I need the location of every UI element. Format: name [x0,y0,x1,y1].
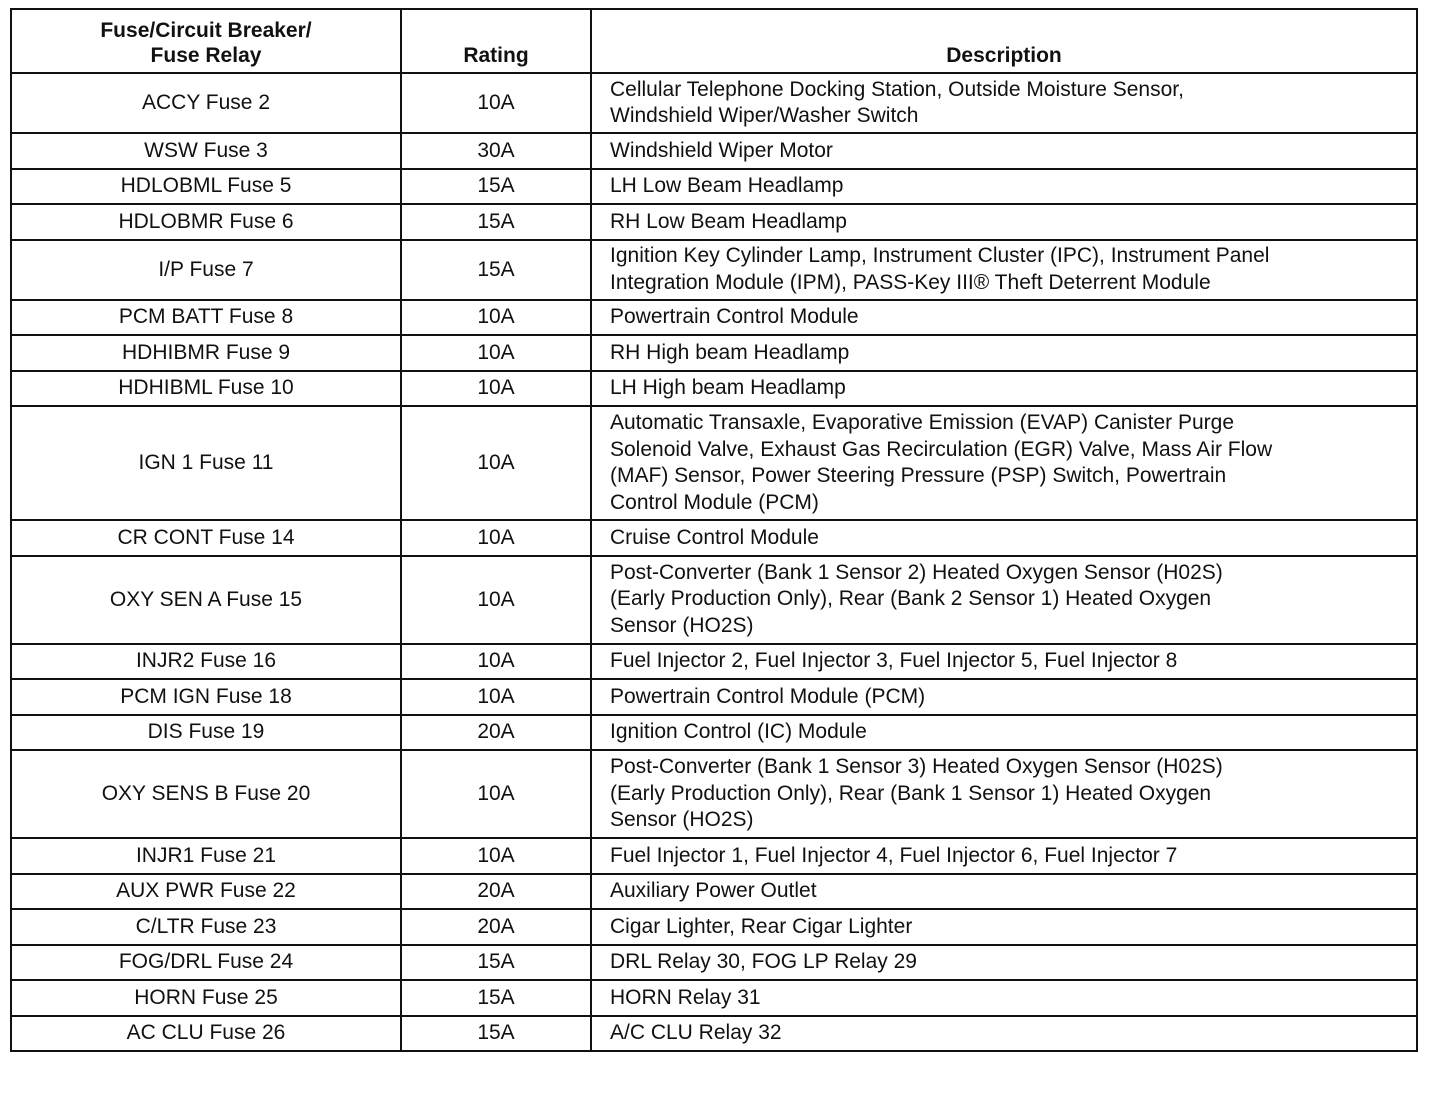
description-cell [591,1016,1417,1052]
description-line: Windshield Wiper Motor [610,138,833,162]
description-line: Control Module (PCM) [610,490,819,514]
table-row [11,750,1417,838]
table-row [11,73,1417,133]
rating-cell: 20A [401,715,591,751]
description-line: Cigar Lighter, Rear Cigar Lighter [610,914,913,938]
description-line: RH High beam Headlamp [610,340,850,364]
table-row [11,1016,1417,1052]
fuse-name-cell: IGN 1 Fuse 11 [11,406,401,520]
description-line: Post-Converter (Bank 1 Sensor 3) Heated Oxygen Sensor (H02S) [610,755,1223,779]
rating-cell: 10A [401,838,591,874]
description-line: LH Low Beam Headlamp [610,174,844,197]
description-line: RH Low Beam Headlamp [610,209,847,233]
description-line: Ignition Control (IC) Module [610,720,867,743]
description-cell [591,300,1417,336]
rating-cell: 15A [401,204,591,240]
rating-cell: 20A [401,909,591,945]
fuse-name-cell: WSW Fuse 3 [11,133,401,169]
description-line: (MAF) Sensor, Power Steering Pressure (PSP) Switch, Powertrain [610,464,1227,487]
description-cell [591,73,1417,133]
header-description: Description [591,9,1417,73]
fuse-name-cell: OXY SENS B Fuse 20 [11,750,401,838]
rating-cell: 10A [401,750,591,838]
rating-cell: 10A [401,300,591,336]
fuse-name-cell: AC CLU Fuse 26 [11,1016,401,1052]
description-line: Cellular Telephone Docking Station, Outside Moisture Sensor, [610,77,1184,101]
description-cell [591,371,1417,407]
fuse-name-cell: DIS Fuse 19 [11,715,401,751]
description-line: Powertrain Control Module (PCM) [610,684,926,708]
fuse-name-cell: HDHIBMR Fuse 9 [11,335,401,371]
rating-cell: 10A [401,406,591,520]
description-cell [591,715,1417,751]
description-cell [591,204,1417,240]
fuse-name-cell: CR CONT Fuse 14 [11,520,401,556]
description-line: DRL Relay 30, FOG LP Relay 29 [610,950,917,973]
description-cell [591,945,1417,981]
description-line: Powertrain Control Module [610,305,859,328]
header-fuse [11,9,401,73]
description-line: Cruise Control Module [610,525,819,549]
description-line: Sensor (HO2S) [610,613,754,637]
table-row [11,644,1417,680]
table-row [11,909,1417,945]
fuse-name-cell: FOG/DRL Fuse 24 [11,945,401,981]
rating-cell: 10A [401,371,591,407]
fuse-table [10,8,1418,1052]
fuse-name-cell: HDHIBML Fuse 10 [11,371,401,407]
description-line: Auxiliary Power Outlet [610,879,817,902]
fuse-name-cell: AUX PWR Fuse 22 [11,874,401,910]
rating-cell: 10A [401,520,591,556]
description-line: Solenoid Valve, Exhaust Gas Recirculation (EGR) Valve, Mass Air Flow [610,437,1273,461]
header-fuse-line2: Fuse Relay [150,44,262,67]
rating-cell: 10A [401,679,591,715]
table-row [11,240,1417,300]
table-row [11,715,1417,751]
description-line: A/C CLU Relay 32 [610,1021,782,1044]
table-row [11,406,1417,520]
rating-cell: 10A [401,644,591,680]
rating-cell: 10A [401,73,591,133]
rating-cell: 30A [401,133,591,169]
rating-cell: 15A [401,980,591,1016]
description-line: Fuel Injector 1, Fuel Injector 4, Fuel Injector 6, Fuel Injector 7 [610,843,1178,867]
table-row [11,520,1417,556]
description-cell [591,133,1417,169]
table-row [11,679,1417,715]
table-row [11,371,1417,407]
header-rating: Rating [401,9,591,73]
fuse-name-cell: I/P Fuse 7 [11,240,401,300]
header-fuse-line1: Fuse/Circuit Breaker/ [100,19,312,42]
rating-cell: 15A [401,169,591,205]
description-line: Fuel Injector 2, Fuel Injector 3, Fuel Injector 5, Fuel Injector 8 [610,649,1178,672]
table-row [11,838,1417,874]
table-header [11,9,1417,73]
description-cell [591,750,1417,838]
description-cell [591,838,1417,874]
rating-cell: 10A [401,556,591,644]
rating-cell: 20A [401,874,591,910]
table-row [11,300,1417,336]
table-row [11,335,1417,371]
description-cell [591,335,1417,371]
fuse-name-cell: HDLOBML Fuse 5 [11,169,401,205]
table-body [11,73,1417,1051]
description-line: HORN Relay 31 [610,985,761,1009]
fuse-name-cell: HDLOBMR Fuse 6 [11,204,401,240]
fuse-name-cell: PCM IGN Fuse 18 [11,679,401,715]
description-line: (Early Production Only), Rear (Bank 1 Sensor 1) Heated Oxygen [610,781,1212,805]
description-cell [591,240,1417,300]
description-line: Ignition Key Cylinder Lamp, Instrument Cluster (IPC), Instrument Panel [610,244,1270,267]
description-line: (Early Production Only), Rear (Bank 2 Sensor 1) Heated Oxygen [610,587,1212,611]
description-line: LH High beam Headlamp [610,376,846,399]
fuse-name-cell: PCM BATT Fuse 8 [11,300,401,336]
description-cell [591,644,1417,680]
description-line: Post-Converter (Bank 1 Sensor 2) Heated Oxygen Sensor (H02S) [610,560,1223,584]
description-line: Sensor (HO2S) [610,808,754,832]
description-cell [591,679,1417,715]
description-cell [591,556,1417,644]
description-line: Automatic Transaxle, Evaporative Emission (EVAP) Canister Purge [610,411,1235,434]
rating-cell: 10A [401,335,591,371]
fuse-name-cell: INJR2 Fuse 16 [11,644,401,680]
fuse-name-cell: OXY SEN A Fuse 15 [11,556,401,644]
description-cell [591,909,1417,945]
fuse-name-cell: ACCY Fuse 2 [11,73,401,133]
description-line: Windshield Wiper/Washer Switch [610,104,919,127]
description-cell [591,874,1417,910]
table-row [11,980,1417,1016]
description-cell [591,980,1417,1016]
rating-cell: 15A [401,945,591,981]
table-row [11,204,1417,240]
fuse-name-cell: HORN Fuse 25 [11,980,401,1016]
description-line: Integration Module (IPM), PASS-Key III® Theft Deterrent Module [610,270,1211,294]
table-row [11,945,1417,981]
table-row [11,169,1417,205]
rating-cell: 15A [401,240,591,300]
table-row [11,874,1417,910]
fuse-name-cell: INJR1 Fuse 21 [11,838,401,874]
header-row [11,9,1417,73]
description-cell [591,169,1417,205]
table-row [11,133,1417,169]
description-cell [591,406,1417,520]
fuse-name-cell: C/LTR Fuse 23 [11,909,401,945]
table-row [11,556,1417,644]
rating-cell: 15A [401,1016,591,1052]
description-cell [591,520,1417,556]
